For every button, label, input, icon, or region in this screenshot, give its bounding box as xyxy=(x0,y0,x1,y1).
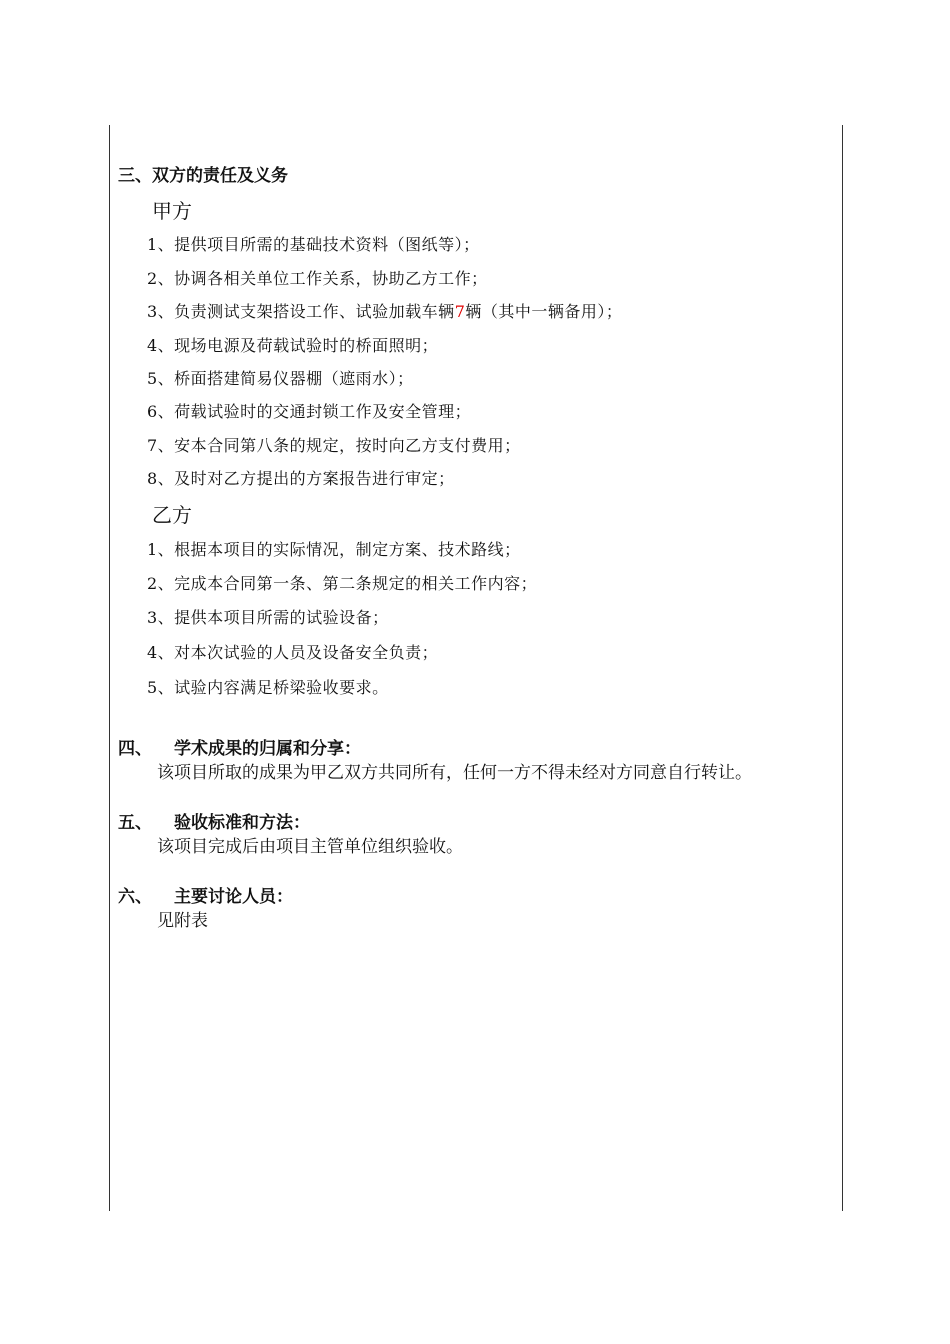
section4-heading xyxy=(118,734,361,759)
party-a-item-7: 7、安本合同第八条的规定，按时向乙方支付费用； xyxy=(147,436,521,455)
section6-body: 见附表 xyxy=(157,911,208,931)
section5-body: 该项目完成后由项目主管单位组织验收。 xyxy=(157,837,463,857)
section6-number: 六、 xyxy=(118,887,152,907)
section5-heading xyxy=(118,808,310,833)
party-b-item-4: 4、对本次试验的人员及设备安全负责； xyxy=(147,643,439,662)
party-a-item-3 xyxy=(147,299,622,322)
section5-number: 五、 xyxy=(118,813,152,833)
party-a-item-8: 8、及时对乙方提出的方案报告进行审定； xyxy=(147,469,455,488)
section4-title: 学术成果的归属和分享： xyxy=(174,739,361,759)
party-b-label: 乙方 xyxy=(152,503,192,527)
party-a-item-5: 5、桥面搭建简易仪器棚（遮雨水）； xyxy=(147,369,414,388)
party-b-item-5: 5、试验内容满足桥梁验收要求。 xyxy=(147,678,389,697)
party-a-item-3-suffix: 辆（其中一辆备用）； xyxy=(465,302,623,321)
table-border-right xyxy=(842,125,843,1211)
party-b-item-3: 3、提供本项目所需的试验设备； xyxy=(147,608,389,627)
section6-heading xyxy=(118,882,293,907)
section4-body: 该项目所取的成果为甲乙双方共同所有，任何一方不得未经对方同意自行转让。 xyxy=(157,763,752,783)
section6-title: 主要讨论人员： xyxy=(174,887,293,907)
table-border-left xyxy=(109,125,110,1211)
party-a-label: 甲方 xyxy=(152,199,192,223)
party-b-item-2: 2、完成本合同第一条、第二条规定的相关工作内容； xyxy=(147,574,538,593)
party-b-item-1: 1、根据本项目的实际情况，制定方案、技术路线； xyxy=(147,540,521,559)
section3-title: 三、双方的责任及义务 xyxy=(118,166,288,186)
party-a-item-6: 6、荷载试验时的交通封锁工作及安全管理； xyxy=(147,402,472,421)
vehicle-count: 7 xyxy=(454,302,466,321)
party-a-item-3-text: 3、负责测试支架搭设工作、试验加载车辆 xyxy=(147,302,455,321)
section4-number: 四、 xyxy=(118,739,152,759)
party-a-item-1: 1、提供项目所需的基础技术资料（图纸等）； xyxy=(147,235,480,254)
party-a-item-2: 2、协调各相关单位工作关系，协助乙方工作； xyxy=(147,269,488,288)
party-a-item-4: 4、现场电源及荷载试验时的桥面照明； xyxy=(147,336,439,355)
section5-title: 验收标准和方法： xyxy=(174,813,310,833)
